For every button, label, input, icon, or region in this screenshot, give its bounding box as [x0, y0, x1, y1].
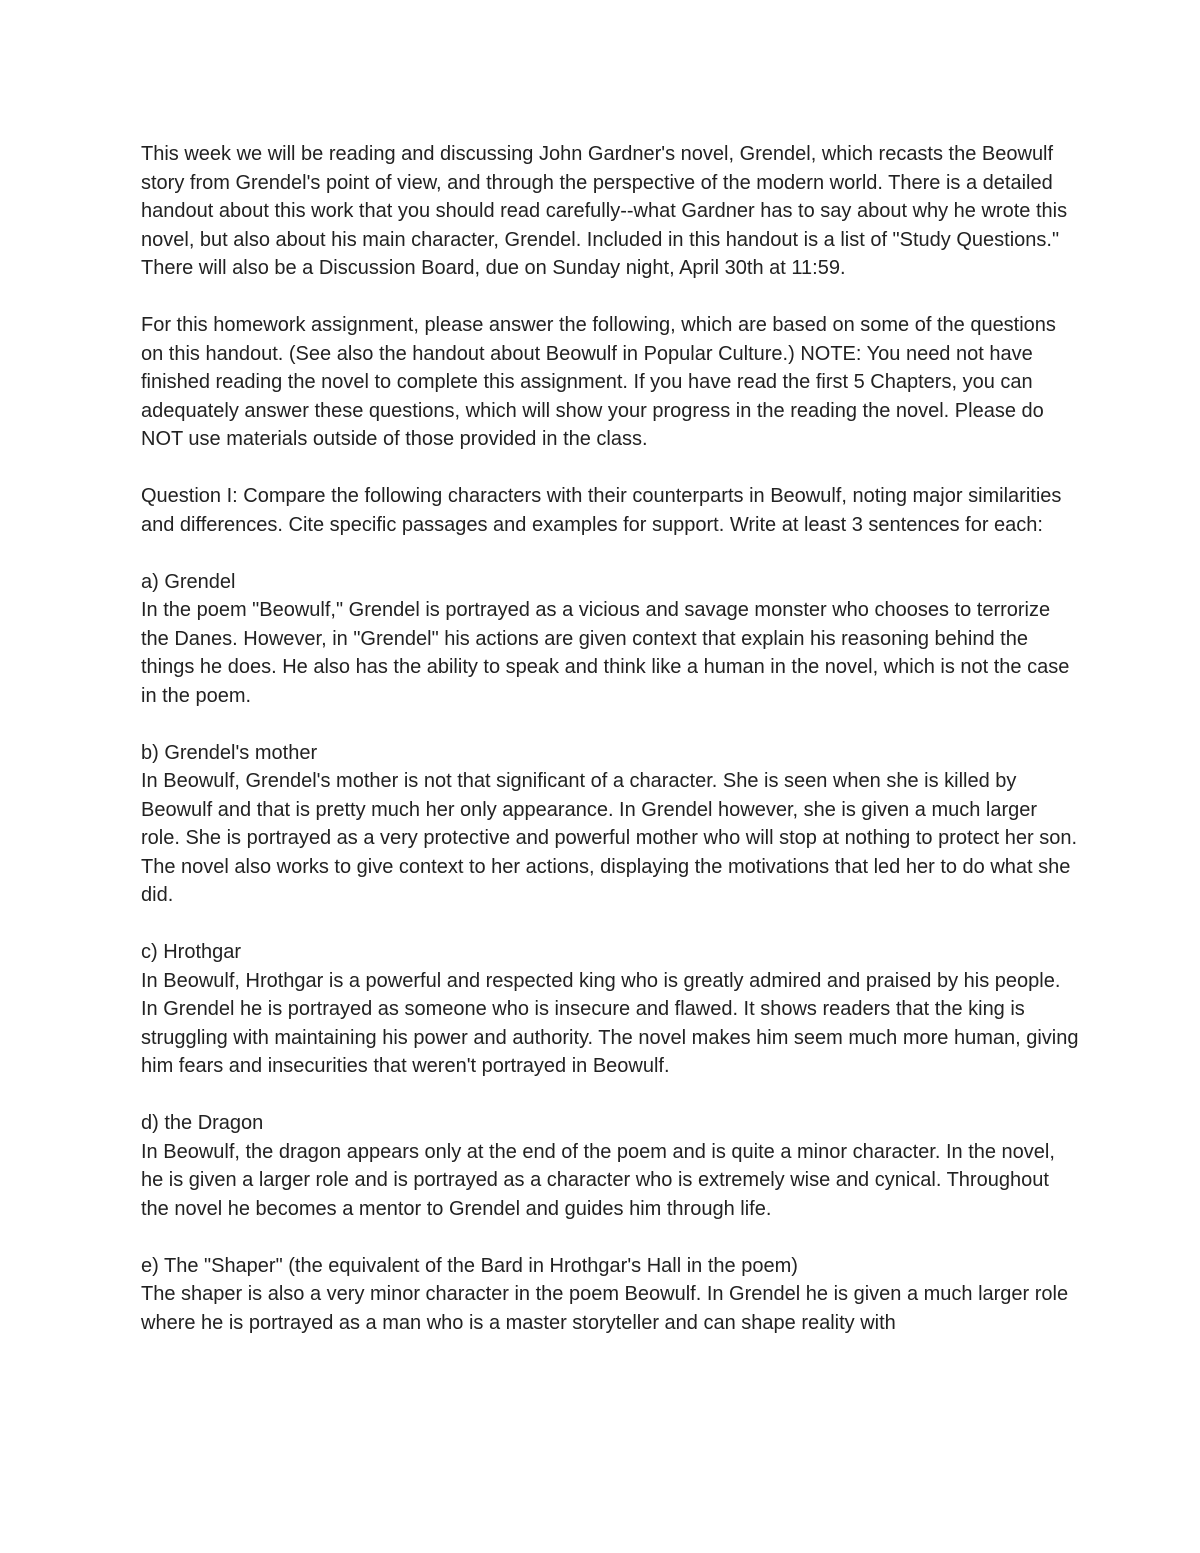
section-answer: In the poem "Beowulf," Grendel is portrayed as a vicious and savage monster who chooses to terrorize the Danes. However, in "Grendel" his actions are given context that explain his reasoning behind the things he does. He also has the ability to speak and think like a human in the novel, which is not the case in the poem.: [141, 599, 1070, 707]
section-grendels-mother: [141, 739, 1081, 910]
section-dragon: [141, 1109, 1081, 1223]
paragraph-spacer: [141, 710, 1081, 739]
section-answer: The shaper is also a very minor character in the poem Beowulf. In Grendel he is given a much larger role where he is portrayed as a man who is a master storyteller and can shape reality with: [141, 1283, 1069, 1334]
section-answer: In Beowulf, Hrothgar is a powerful and respected king who is greatly admired and praised by his people. In Grendel he is portrayed as someone who is insecure and flawed. It shows readers that the king is struggling with maintaining his power and authority. The novel makes him seem much more human, giving him fears and insecurities that weren't portrayed in Beowulf.: [141, 969, 1079, 1077]
section-answer: In Beowulf, the dragon appears only at the end of the poem and is quite a minor character. In the novel, he is given a larger role and is portrayed as a character who is extremely wise and cynical. Throughout the novel he becomes a mentor to Grendel and guides him through life.: [141, 1140, 1055, 1220]
assignment-paragraph: For this homework assignment, please answer the following, which are based on some of the questions on this handout. (See also the handout about Beowulf in Popular Culture.) NOTE: You need not have finished reading the novel to complete this assignment. If you have read the first 5 Chapters, you can adequately answer these questions, which will show your progress in the reading the novel. Please do NOT use materials outside of those provided in the class.: [141, 314, 1056, 450]
section-shaper: [141, 1252, 1081, 1338]
section-heading: a) Grendel: [141, 570, 236, 593]
paragraph-spacer: [141, 910, 1081, 939]
paragraph-spacer: [141, 1081, 1081, 1110]
document-page: [141, 140, 1081, 1337]
intro-paragraph: This week we will be reading and discussing John Gardner's novel, Grendel, which recasts the Beowulf story from Grendel's point of view, and through the perspective of the modern world. There is a detailed handout about this work that you should read carefully--what Gardner has to say about why he wrote this novel, but also about his main character, Grendel. Included in this handout is a list of "Study Questions." There will also be a Discussion Board, due on Sunday night, April 30th at 11:59.: [141, 143, 1068, 279]
section-hrothgar: [141, 938, 1081, 1081]
section-heading: e) The "Shaper" (the equivalent of the Bard in Hrothgar's Hall in the poem): [141, 1254, 798, 1277]
paragraph-spacer: [141, 1223, 1081, 1252]
paragraph-spacer: [141, 539, 1081, 568]
paragraph-spacer: [141, 283, 1081, 312]
section-grendel: [141, 568, 1081, 711]
section-heading: c) Hrothgar: [141, 941, 242, 963]
section-answer: In Beowulf, Grendel's mother is not that significant of a character. She is seen when she is killed by Beowulf and that is pretty much her only appearance. In Grendel however, she is given a much larger role. She is portrayed as a very protective and powerful mother who will stop at nothing to protect her son. The novel also works to give context to her actions, displaying the motivations that led her to do what she did.: [141, 770, 1078, 906]
section-heading: b) Grendel's mother: [141, 741, 318, 764]
section-heading: d) the Dragon: [141, 1112, 264, 1134]
question-prompt: Question I: Compare the following characters with their counterparts in Beowulf, noting major similarities and differences. Cite specific passages and examples for support. Write at least 3 sentences for each:: [141, 485, 1062, 536]
paragraph-spacer: [141, 454, 1081, 483]
